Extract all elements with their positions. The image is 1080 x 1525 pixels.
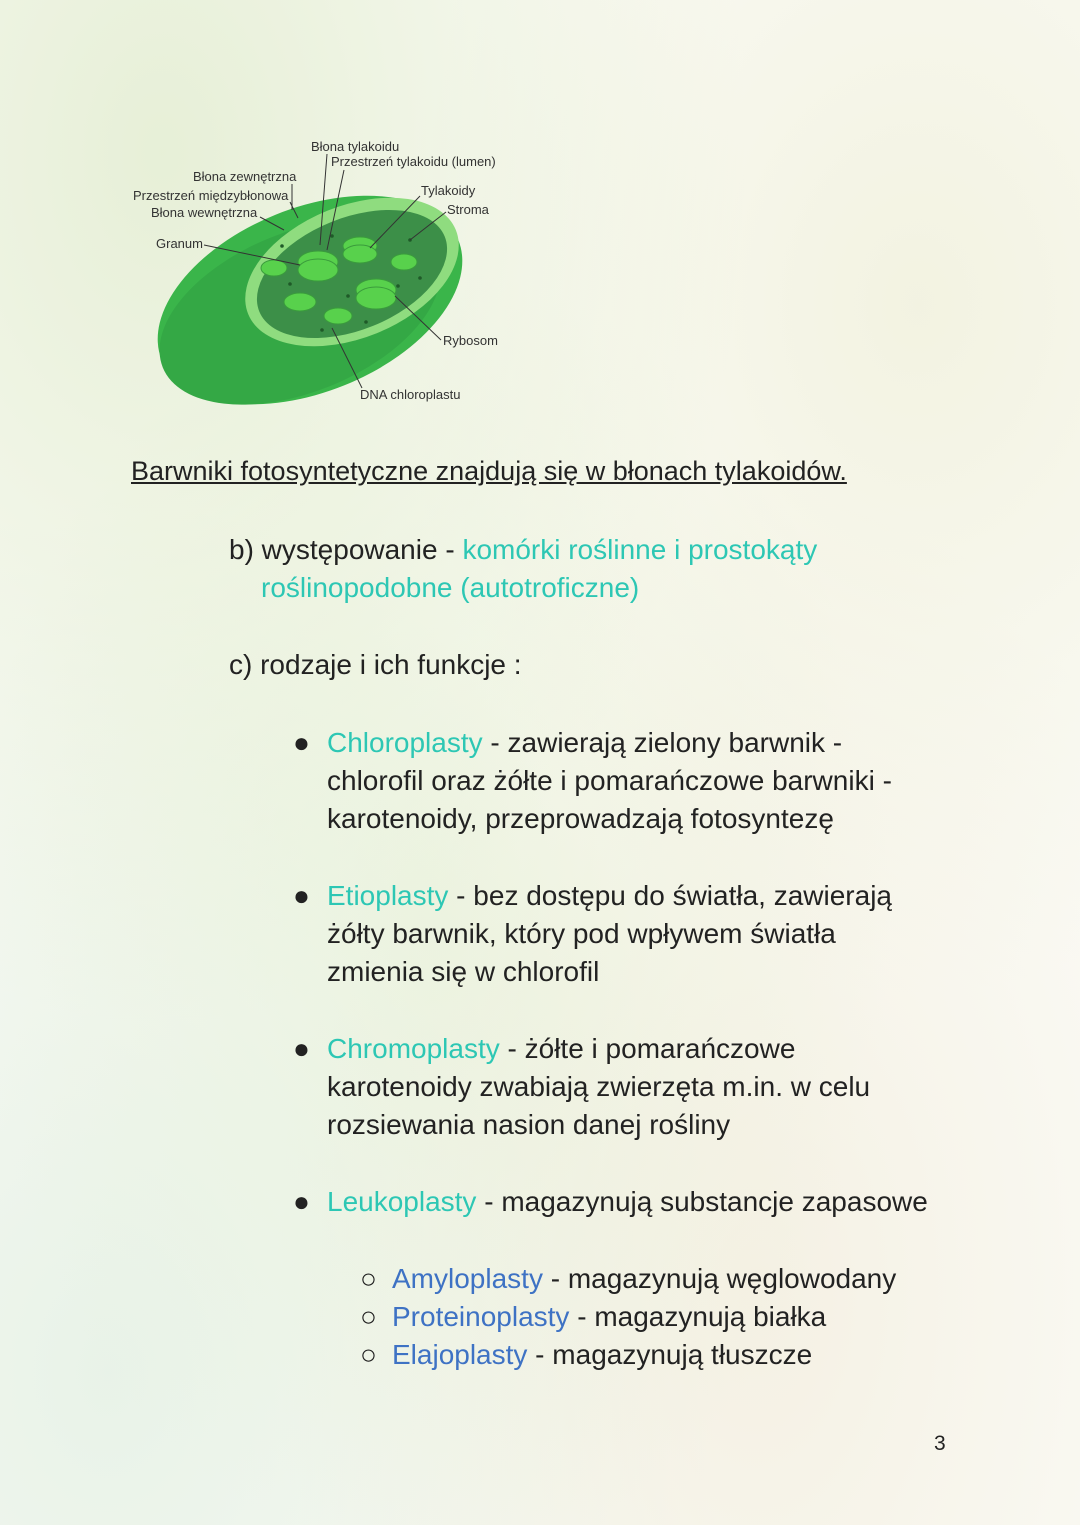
label-granum: Granum (156, 236, 203, 251)
list-item (290, 724, 1010, 838)
plastid-desc-line: karotenoidy zwabiają zwierzęta m.in. w celu (327, 1071, 871, 1102)
separator: - (542, 1263, 568, 1294)
plastid-name: Chromoplasty (327, 1033, 500, 1064)
plastid-desc-line: bez dostępu do światła, zawierają (473, 880, 892, 911)
list-item (360, 1298, 896, 1336)
leukoplast-desc: magazynują tłuszcze (552, 1339, 813, 1370)
bullet-icon: ● (293, 880, 310, 911)
plastid-desc-line: rozsiewania nasion danej rośliny (327, 1109, 731, 1140)
plastid-desc-line: magazynują substancje zapasowe (501, 1186, 928, 1217)
plastid-type-list (290, 724, 1010, 1260)
list-item (360, 1336, 896, 1374)
bullet-icon: ● (293, 1186, 310, 1217)
separator: - (476, 1186, 502, 1217)
plastid-desc-line: żółty barwnik, który pod wpływem światła (327, 918, 836, 949)
separator: - (569, 1301, 595, 1332)
types-heading: c) rodzaje i ich funkcje : (229, 649, 522, 680)
label-outer-membrane: Błona zewnętrzna (193, 169, 297, 184)
list-item (290, 1183, 1010, 1221)
plastid-desc-line: zmienia się w chlorofil (327, 956, 600, 987)
label-thylakoid-membrane: Błona tylakoidu (311, 139, 400, 154)
list-item (360, 1260, 896, 1298)
leukoplast-desc: magazynują węglowodany (567, 1263, 897, 1294)
label-dna: DNA chloroplastu (360, 387, 461, 402)
label-thylakoids: Tylakoidy (421, 183, 476, 198)
plastid-desc-line: żółte i pomarańczowe (524, 1033, 796, 1064)
separator: - (448, 880, 474, 911)
chloroplast-diagram (120, 130, 540, 420)
leukoplast-type-list (360, 1260, 896, 1374)
label-intermembrane-space: Przestrzeń międzybłonowa (133, 188, 289, 203)
leukoplast-name: Proteinoplasty (392, 1301, 570, 1332)
leukoplast-name: Elajoplasty (392, 1339, 528, 1370)
plastid-name: Etioplasty (327, 880, 449, 911)
leukoplast-desc: magazynują białka (594, 1301, 827, 1332)
bullet-icon: ● (293, 727, 310, 758)
separator: - (482, 727, 508, 758)
plastid-name: Chloroplasty (327, 727, 483, 758)
separator: - (499, 1033, 525, 1064)
label-ribosome: Rybosom (443, 333, 498, 348)
page-number: 3 (934, 1432, 946, 1455)
label-stroma: Stroma (447, 202, 489, 217)
occurrence-paragraph (229, 531, 817, 607)
plastid-name: Leukoplasty (327, 1186, 477, 1217)
occurrence-prefix: b) występowanie - (229, 534, 463, 565)
circle-bullet-icon: ○ (360, 1301, 377, 1332)
label-inner-membrane: Błona wewnętrzna (151, 205, 258, 220)
circle-bullet-icon: ○ (360, 1263, 377, 1294)
bullet-icon: ● (293, 1033, 310, 1064)
label-thylakoid-space: Przestrzeń tylakoidu (lumen) (331, 154, 496, 169)
plastid-desc-line: karotenoidy, przeprowadzają fotosyntezę (327, 803, 834, 834)
occurrence-value-line1: komórki roślinne i prostokąty (462, 534, 818, 565)
separator: - (527, 1339, 553, 1370)
plastid-desc-line: chlorofil oraz żółte i pomarańczowe barwniki - (327, 765, 892, 796)
circle-bullet-icon: ○ (360, 1339, 377, 1370)
plastid-desc-line: zawierają zielony barwnik - (507, 727, 843, 758)
list-item (290, 877, 1010, 991)
leukoplast-name: Amyloplasty (392, 1263, 543, 1294)
occurrence-value-line2: roślinopodobne (autotroficzne) (261, 572, 640, 603)
list-item (290, 1030, 1010, 1144)
intro-sentence: Barwniki fotosyntetyczne znajdują się w błonach tylakoidów. (131, 456, 847, 486)
